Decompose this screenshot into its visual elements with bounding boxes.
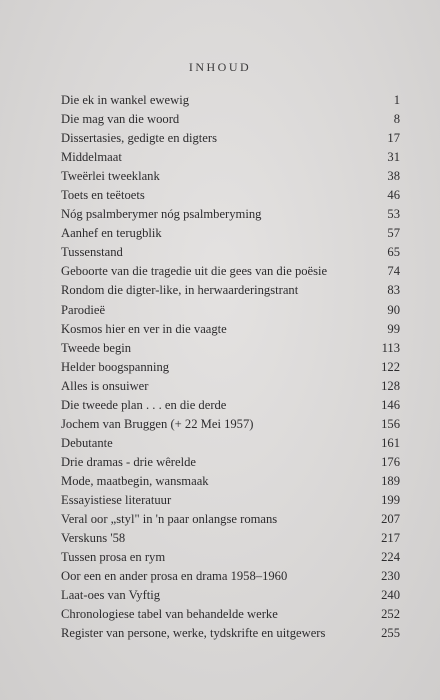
- toc-entry: [61, 586, 400, 605]
- toc-entry-title: Chronologiese tabel van behandelde werke: [61, 607, 278, 622]
- toc-entry-page-number: 90: [387, 302, 400, 317]
- toc-entry-title: Verskuns '58: [61, 531, 126, 546]
- toc-entry: [61, 243, 400, 262]
- toc-entry: [61, 529, 400, 548]
- toc-entry-page-number: 189: [381, 473, 400, 488]
- toc-entry-title: Dissertasies, gedigte en digters: [61, 131, 217, 146]
- contents-heading: INHOUD: [188, 60, 252, 74]
- toc-entry: [61, 434, 400, 453]
- toc-entry: [61, 453, 400, 472]
- toc-entry-page-number: 65: [387, 245, 400, 260]
- toc-entry-title: Toets en teëtoets: [61, 188, 145, 203]
- toc-entry-page-number: 122: [381, 359, 400, 374]
- toc-entry: [61, 262, 400, 281]
- toc-entry-title: Die tweede plan . . . en die derde: [61, 397, 227, 412]
- toc-entry: [61, 205, 400, 224]
- toc-entry-title: Tussen prosa en rym: [61, 550, 166, 565]
- toc-entry-title: Die ek in wankel ewewig: [61, 93, 189, 107]
- toc-entry-title: Tweede begin: [61, 340, 132, 355]
- toc-entry-page-number: 8: [393, 112, 400, 127]
- toc-entry-page-number: 83: [387, 283, 400, 298]
- toc-entry-page-number: 1: [393, 93, 400, 107]
- toc-entry: [61, 472, 400, 491]
- toc-entry-page-number: 240: [381, 588, 400, 603]
- toc-entry-title: Mode, maatbegin, wansmaak: [61, 473, 209, 488]
- toc-entry: [61, 624, 400, 643]
- toc-entry-title: Helder boogspanning: [61, 359, 170, 374]
- toc-entry: [61, 186, 400, 205]
- toc-entry-page-number: 199: [381, 492, 400, 507]
- toc-entry-page-number: 38: [387, 169, 400, 184]
- toc-entry-page-number: 17: [387, 131, 400, 146]
- toc-entry-page-number: 146: [381, 397, 400, 412]
- toc-entry: [61, 129, 400, 148]
- toc-entry-title: Aanhef en terugblik: [61, 226, 162, 241]
- toc-entry: [61, 110, 400, 129]
- toc-entry-page-number: 53: [387, 207, 400, 222]
- toc-entry-title: Oor een en ander prosa en drama 1958–1960: [61, 569, 288, 584]
- toc-entry-title: Alles is onsuiwer: [61, 378, 149, 393]
- toc-entry-page-number: 57: [387, 226, 400, 241]
- toc-entry-title: Die mag van die woord: [61, 112, 180, 127]
- toc-entry-title: Drie dramas - drie wêrelde: [61, 454, 196, 469]
- toc-entry: [61, 605, 400, 624]
- toc-entry-page-number: 176: [381, 454, 400, 469]
- toc-entry-page-number: 230: [381, 569, 400, 584]
- toc-entry-title: Rondom die digter-like, in herwaarderingstrant: [61, 283, 299, 298]
- toc-entry: [61, 148, 400, 167]
- toc-entry: [61, 339, 400, 358]
- toc-entry-title: Debutante: [61, 435, 113, 450]
- toc-entry: [61, 358, 400, 377]
- toc-entry-title: Laat-oes van Vyftig: [61, 588, 161, 603]
- toc-entry-page-number: 99: [387, 321, 400, 336]
- toc-entry-page-number: 224: [381, 550, 400, 565]
- toc-entry-page-number: 31: [387, 150, 400, 165]
- toc-entry-title: Kosmos hier en ver in die vaagte: [61, 321, 227, 336]
- toc-entry-title: Jochem van Bruggen (+ 22 Mei 1957): [61, 416, 254, 431]
- toc-entry-page-number: 156: [381, 416, 400, 431]
- toc-entry: [61, 301, 400, 320]
- toc-entry-page-number: 207: [381, 512, 400, 527]
- toc-entry-title: Middelmaat: [61, 150, 122, 165]
- toc-entry: [61, 91, 400, 110]
- toc-entry-page-number: 128: [381, 378, 400, 393]
- toc-entry-page-number: 161: [381, 435, 400, 450]
- toc-entry: [61, 320, 400, 339]
- toc-entry: [61, 167, 400, 186]
- toc-entry: [61, 510, 400, 529]
- toc-entry: [61, 548, 400, 567]
- toc-entry-page-number: 255: [381, 626, 400, 641]
- toc-entry-title: Register van persone, werke, tydskrifte en uitgewers: [61, 626, 326, 641]
- toc-entry-page-number: 46: [387, 188, 400, 203]
- toc-entry: [61, 491, 400, 510]
- toc-entry-page-number: 217: [381, 531, 400, 546]
- toc-entry-title: Tussenstand: [61, 245, 123, 260]
- table-of-contents: [61, 91, 400, 643]
- toc-entry: [61, 224, 400, 243]
- toc-entry-page-number: 74: [387, 264, 400, 279]
- toc-entry-page-number: 113: [381, 340, 400, 355]
- toc-entry-title: Tweërlei tweeklank: [61, 169, 160, 184]
- toc-entry-title: Essayistiese literatuur: [61, 492, 172, 507]
- toc-entry-title: Parodieë: [61, 302, 106, 317]
- toc-entry: [61, 396, 400, 415]
- toc-entry: [61, 377, 400, 396]
- toc-entry: [61, 567, 400, 586]
- toc-entry: [61, 415, 400, 434]
- toc-entry-title: Nóg psalmberymer nóg psalmberyming: [61, 207, 262, 222]
- toc-entry: [61, 281, 400, 300]
- toc-entry-title: Geboorte van die tragedie uit die gees van die poësie: [61, 264, 328, 279]
- toc-entry-page-number: 252: [381, 607, 400, 622]
- toc-entry-title: Veral oor „styl" in 'n paar onlangse romans: [61, 512, 278, 527]
